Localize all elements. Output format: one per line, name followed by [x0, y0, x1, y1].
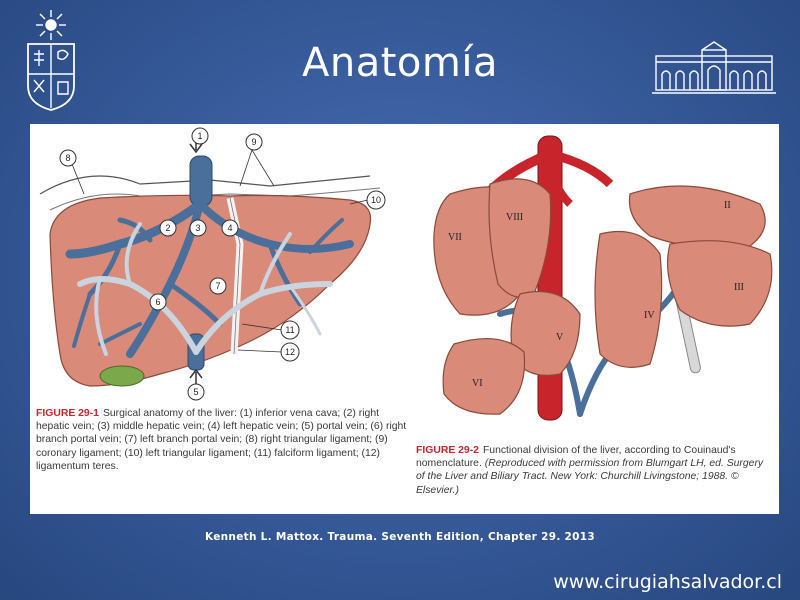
figure-panel	[30, 124, 779, 514]
segment-IV-label: IV	[644, 310, 655, 321]
figure-29-1-illustration	[40, 128, 385, 400]
figure-29-2-illustration	[434, 136, 772, 420]
figure-29-1-caption-text: Surgical anatomy of the liver: (1) inferior vena cava; (2) right hepatic vein; (3) middle hepatic vein; (4) left hepatic vein; (5) portal vein; (6) right branch portal vein; (7) left branch portal vein; (8) right triangular ligament; (9) coronary ligament; (10) left triangular ligament; (11) falciform ligament; (12) ligamentum teres.	[36, 408, 407, 472]
callout-4: 4	[227, 223, 233, 233]
callout-2: 2	[165, 223, 171, 233]
segment-VII-label: VII	[448, 232, 462, 243]
slide-title: Anatomía	[302, 40, 498, 86]
segment-V-label: V	[556, 332, 564, 343]
figure-29-2-caption	[416, 444, 774, 497]
hospital-building-logo	[652, 40, 776, 96]
callout-8: 8	[65, 153, 71, 163]
callout-3: 3	[195, 223, 201, 233]
figure-29-2-caption-text: Functional division of the liver, according to Couinaud's nomenclature.	[416, 445, 736, 470]
callout-1: 1	[197, 131, 203, 141]
figure-29-1-caption	[36, 407, 414, 473]
segment-VIII-label: VIII	[506, 212, 524, 223]
segment-III-label: III	[734, 282, 744, 293]
figure-29-2-label: FIGURE 29-2	[416, 445, 479, 456]
university-crest-logo	[20, 8, 82, 112]
website-url: www.cirugiahsalvador.cl	[553, 571, 782, 593]
callout-7: 7	[215, 281, 221, 291]
callout-6: 6	[155, 297, 161, 307]
callout-10: 10	[370, 195, 382, 205]
figure-29-2-source: (Reproduced with permission from Blumgart LH, ed. Surgery of the Liver and Biliary Tract. New York: Churchill Livingstone; 1988. © Elsevier.)	[416, 458, 764, 496]
segment-VI-label: VI	[472, 378, 483, 389]
callout-12: 12	[284, 347, 296, 357]
callout-9: 9	[251, 137, 257, 147]
callout-5: 5	[193, 387, 199, 397]
sunburst-icon	[36, 10, 66, 40]
source-credit: Kenneth L. Mattox. Trauma. Seventh Edition, Chapter 29. 2013	[204, 531, 595, 543]
segment-II-label: II	[724, 200, 731, 211]
figure-29-1-label: FIGURE 29-1	[36, 408, 99, 419]
callout-11: 11	[285, 325, 295, 335]
